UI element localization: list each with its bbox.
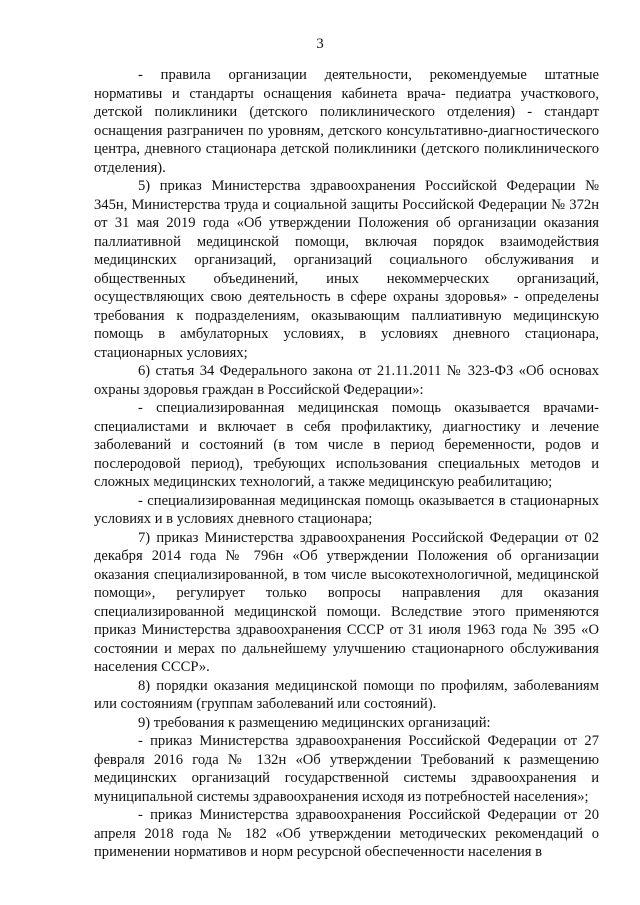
paragraph-item-9-placement-requirements: 9) требования к размещению медицинских организаций: bbox=[138, 714, 491, 731]
paragraph-item-8-care-procedures: 8) порядки оказания медицинской помощи по профилям, заболеваниям или состояниям (группам заболеваний или состояний). bbox=[94, 677, 599, 712]
paragraph-item-7-order-796n: 7) приказ Министерства здравоохранения Российской Федерации от 02 декабря 2014 года № 796н «Об утверждении Положения об организации оказания специализированной, в том числе высокотехнологичной, медицинской помощи», регулирует только вопросы направления для оказания специализированной медицинской помощи. Вследствие этого применяются приказ Министерства здравоохранения СССР от 31 июля 1963 года № 395 «О состоянии и мерах по дальнейшему улучшению стационарного обслуживания населения СССР». bbox=[94, 529, 599, 675]
paragraph-order-132n: - приказ Министерства здравоохранения Российской Федерации от 27 февраля 2016 года № 132н «Об утверждении Требований к размещению медицинских организаций государственной системы здравоохранения и муниципальной системы здравоохранения исходя из потребностей населения»; bbox=[94, 733, 599, 805]
paragraph-item-6-federal-law: 6) статья 34 Федерального закона от 21.11.2011 № 323-ФЗ «Об основах охраны здоровья граждан в Российской Федерации»: bbox=[94, 363, 599, 398]
page-number: 3 bbox=[316, 36, 324, 52]
paragraph-specialized-care-conditions: - специализированная медицинская помощь оказывается в стационарных условиях и в условиях дневного стационара; bbox=[94, 492, 599, 527]
paragraph-order-182: - приказ Министерства здравоохранения Российской Федерации от 20 апреля 2018 года № 182 «Об утверждении методических рекомендаций о применении нормативов и норм ресурсной обеспеченности населения в bbox=[94, 807, 599, 860]
paragraph-item-5-palliative-order: 5) приказ Министерства здравоохранения Российской Федерации № 345н, Министерства труда и социальной защиты Российской Федерации № 372н от 31 мая 2019 года «Об утверждении Положения об организации оказания паллиативной медицинской помощи, включая порядок взаимодействия медицинских организаций, организаций социального обслуживания и общественных объединений, иных некоммерческих организаций, осуществляющих свою деятельность в сфере охраны здоровья» - определены требования к подразделениям, оказывающим паллиативную медицинскую помощь в амбулаторных условиях, в условиях дневного стационара, стационарных условиях; bbox=[94, 178, 599, 361]
document-body bbox=[94, 66, 599, 862]
paragraph-equipment-standards: - правила организации деятельности, рекомендуемые штатные нормативы и стандарты оснащения кабинета врача- педиатра участкового, детской поликлиники (детского поликлинического отделения) - стандарт оснащения разграничен по уровням, детского консультативно-диагностического центра, дневного стационара детской поликлиники (детского поликлинического отделения). bbox=[94, 67, 599, 176]
paragraph-specialized-care-definition: - специализированная медицинская помощь оказывается врачами-специалистами и включает в себя профилактику, диагностику и лечение заболеваний и состояний (в том числе в период беременности, родов и послеродовой период), требующих использования специальных методов и сложных медицинских технологий, а также медицинскую реабилитацию; bbox=[94, 400, 599, 490]
